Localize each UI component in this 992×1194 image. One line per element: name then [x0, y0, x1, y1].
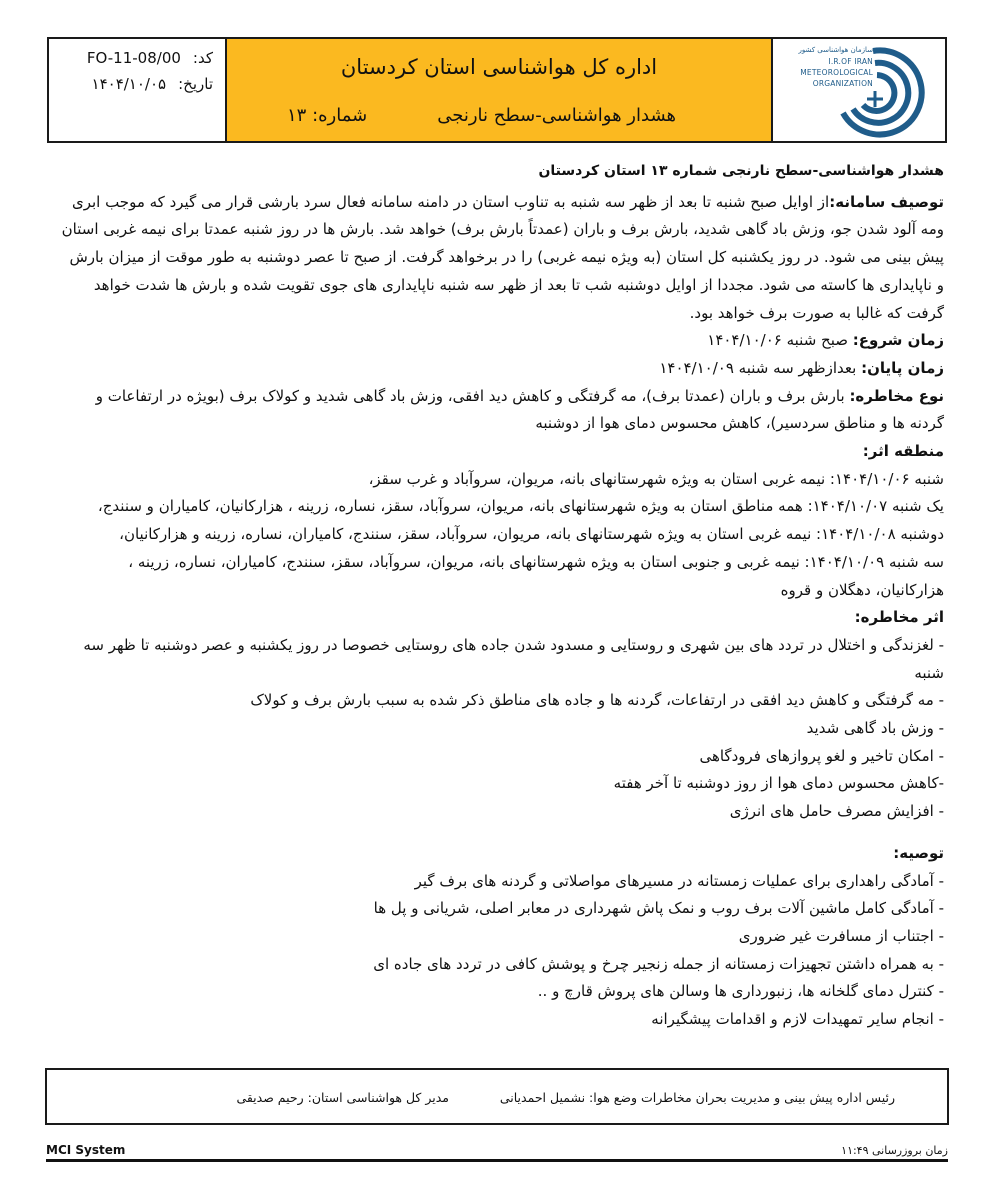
impact-item: - افزایش مصرف حامل های انرژی — [729, 802, 944, 821]
logo-line-2: I.R.OF IRAN — [828, 57, 873, 66]
code-row — [49, 49, 225, 67]
document-body — [60, 158, 944, 1034]
end-time — [60, 355, 944, 383]
impact-item: -کاهش محسوس دمای هوا از روز دوشنبه تا آخر هفته — [613, 774, 944, 793]
area-item: یک شنبه ۱۴۰۴/۱۰/۰۷: همه مناطق استان به ویژه شهرستانهای بانه، مریوان، سروآباد، سقز، نساره، زرینه ، هزارکانیان، کامیاران و سنندج، — [97, 497, 944, 516]
area-item: دوشنبه ۱۴۰۴/۱۰/۰۸: نیمه غربی استان به ویژه شهرستانهای بانه، مریوان، سروآباد، سقز، سنندج، کامیاران، نساره، زرینه و هزارکانیان، — [119, 525, 944, 544]
area-label: منطقه اثر: — [862, 442, 944, 461]
impact-item: - وزش باد گاهی شدید — [806, 719, 944, 738]
advice-item: - کنترل دمای گلخانه ها، زنبورداری ها وسالن های پروش قارچ و .. — [537, 982, 944, 1001]
hazard-value: بارش برف و باران (عمدتا برف)، مه گرفتگی و کاهش دید افقی، وزش باد گاهی شدید و کولاک برف (بویژه در ارتفاعات و گردنه ها و مناطق سردسیر)، کاهش محسوس دمای هوا از دوشنبه — [95, 386, 944, 433]
impact-label: اثر مخاطره: — [854, 608, 944, 627]
director-signature: مدیر کل هواشناسی استان: رحیم صدیقی — [236, 1090, 449, 1105]
system-label: MCI System — [46, 1143, 126, 1157]
start-value: صبح شنبه ۱۴۰۴/۱۰/۰۶ — [707, 331, 848, 350]
section-gap — [60, 826, 944, 840]
advice-item: - آمادگی راهداری برای عملیات زمستانه در مسیرهای مواصلاتی و گردنه های برف گیر — [414, 871, 944, 890]
logo-line-3: METEOROLOGICAL — [800, 68, 873, 77]
impact-item: - مه گرفتگی و کاهش دید افقی در ارتفاعات، گردنه ها و جاده های مناطق ذکر شده به سبب بارش برف و کولاک — [250, 691, 944, 710]
logo-line-4: ORGANIZATION — [812, 79, 873, 88]
advice-item: - اجتناب از مسافرت غیر ضروری — [738, 926, 944, 945]
date-value: ۱۴۰۴/۱۰/۰۵ — [91, 75, 167, 93]
advice-item: - آمادگی کامل ماشین آلات برف روب و نمک پاش شهرداری در معابر اصلی، شریانی و پل ها — [373, 899, 944, 918]
update-time: زمان بروزرسانی ۱۱:۴۹ — [841, 1144, 948, 1157]
header-title-box — [227, 39, 773, 141]
hazard-label: نوع مخاطره: — [849, 386, 944, 405]
warning-level: هشدار هواشناسی-سطح نارنجی — [437, 105, 676, 126]
end-label: زمان پایان: — [861, 358, 944, 377]
document-header — [47, 37, 947, 143]
impact-item: - لغزندگی و اختلال در تردد های بین شهری و روستایی و مسدود شدن جاده های روستایی خصوصا در روز یکشنبه و عصر دوشنبه تا ظهر سه شنبه — [83, 635, 944, 682]
organization-logo — [773, 39, 945, 141]
end-value: بعدازظهر سه شنبه ۱۴۰۴/۱۰/۰۹ — [659, 358, 857, 377]
code-value: FO-11-08/00 — [86, 49, 181, 67]
description-label: توصیف سامانه: — [829, 192, 944, 211]
date-row — [49, 75, 225, 93]
code-label: کد: — [192, 49, 213, 67]
description-paragraph — [60, 189, 944, 328]
advice-label: توصیه: — [893, 843, 944, 862]
hazard-type — [60, 383, 944, 438]
area-item: شنبه ۱۴۰۴/۱۰/۰۶: نیمه غربی استان به ویژه شهرستانهای بانه، مریوان، سروآباد و غرب سقز، — [368, 469, 944, 488]
signatures-box — [45, 1068, 949, 1125]
document-code-box — [49, 39, 227, 141]
logo-line-fa: سازمان هواشناسی کشور — [798, 46, 873, 54]
start-label: زمان شروع: — [852, 331, 944, 350]
area-item: سه شنبه ۱۴۰۴/۱۰/۰۹: نیمه غربی و جنوبی استان به ویژه شهرستانهای بانه، مریوان، سروآباد، سقز، سنندج، کامیاران، نساره، زرینه ، هزارکانیان، دهگلان و قروه — [128, 552, 944, 599]
warning-number: شماره: ۱۳ — [287, 105, 368, 126]
office-title: اداره کل هواشناسی استان کردستان — [340, 55, 658, 79]
warning-subject: هشدار هواشناسی-سطح نارنجی شماره ۱۳ استان کردستان — [538, 163, 944, 179]
start-time — [60, 327, 944, 355]
status-footer — [46, 1143, 948, 1162]
impact-item: - امکان تاخیر و لغو پروازهای فرودگاهی — [699, 746, 944, 765]
forecast-head-signature: رئیس اداره پیش بینی و مدیریت بحران مخاطرات وضع هوا: نشمیل احمدیانی — [499, 1090, 895, 1105]
description-text: از اوایل صبح شنبه تا بعد از ظهر سه شنبه به تناوب استان در دامنه سامانه فعال سرد بارشی قرار می گیرد که موجب ابری ومه آلود شدن جو، وزش باد گاهی شدید، بارش برف و باران (عمدتاً بارش برف) خواهد شد. بارش ها در روز شنبه عمدتا برای نیمه غربی استان پیش بینی می شود. در روز یکشنبه کل استان (به ویژه نیمه غربی) را در برخواهد گرفت. از صبح تا عصر دوشنبه به طور موقت از میزان بارش و ناپایداری ها کاسته می شود. مجددا از اوایل دوشنبه شب تا بعد از ظهر سه شنبه ناپایداری های جوی تقویت شده و بارش ها شدت خواهد گرفت که غالبا به صورت برف خواهد بود. — [61, 192, 944, 322]
spiral-logo-icon — [833, 43, 933, 139]
advice-item: - به همراه داشتن تجهیزات زمستانه از جمله زنجیر چرخ و پوشش کافی در تردد های جاده ای — [373, 954, 944, 973]
advice-item: - انجام سایر تمهیدات لازم و اقدامات پیشگیرانه — [651, 1010, 944, 1029]
date-label: تاریخ: — [178, 75, 213, 93]
